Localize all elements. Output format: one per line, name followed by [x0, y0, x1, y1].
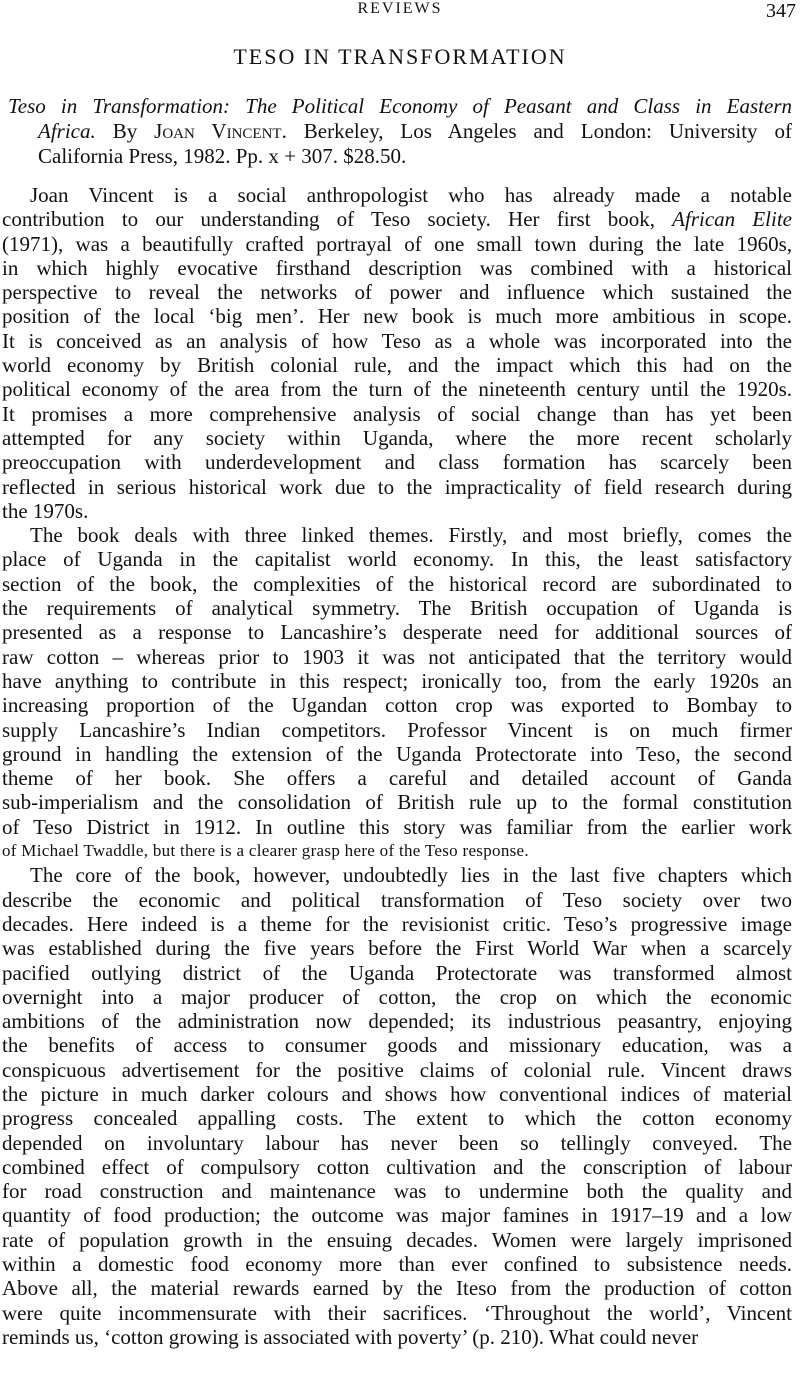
text-line: conspicuous advertisement for the positive claims of colonial rule. Vincent draws	[2, 1057, 792, 1082]
text-line: the requirements of analytical symmetry. The British occupation of Uganda is	[2, 596, 792, 621]
text-line: contribution to our understanding of Teso society. Her first book, African Elite	[2, 207, 792, 232]
text-line: The book deals with three linked themes. Firstly, and most briefly, comes the	[30, 523, 792, 548]
text-line: It promises a more comprehensive analysis of social change than has yet been	[2, 401, 792, 426]
text-line: for road construction and maintenance was to undermine both the quality and	[2, 1179, 792, 1204]
text-line: preoccupation with underdevelopment and class formation has scarcely been	[2, 450, 792, 475]
text-line: ground in handling the extension of the Uganda Protectorate into Teso, the second	[2, 741, 792, 766]
text-line: quantity of food production; the outcome was major famines in 1917–19 and a low	[2, 1203, 792, 1228]
text-line: rate of population growth in the ensuing decades. Women were largely imprisoned	[2, 1227, 792, 1252]
citation-line-1: Teso in Transformation: The Political Economy of Peasant and Class in Eastern	[8, 94, 792, 118]
text-line: sub-imperialism and the consolidation of British rule up to the formal constitution	[2, 790, 792, 815]
paragraph-1	[2, 183, 792, 523]
review-body	[2, 183, 792, 1349]
text-line: Joan Vincent is a social anthropologist who has already made a notable	[30, 183, 792, 207]
text-line: decades. Here indeed is a theme for the revisionist critic. Teso’s progressive image	[2, 911, 792, 936]
text-line: theme of her book. She offers a careful and detailed account of Ganda	[2, 766, 792, 791]
text-line: It is conceived as an analysis of how Teso as a whole was incorporated into the	[2, 328, 792, 353]
text-line: (1971), was a beautifully crafted portrayal of one small town during the late 1960s,	[2, 231, 792, 256]
text-line: the 1970s.	[2, 498, 89, 523]
text-line: raw cotton – whereas prior to 1903 it was not anticipated that the territory would	[2, 644, 792, 669]
text-line: perspective to reveal the networks of power and influence which sustained the	[2, 280, 792, 305]
text-line: Above all, the material rewards earned by the Iteso from the production of cotton	[2, 1276, 792, 1301]
text-line: attempted for any society within Uganda, where the more recent scholarly	[2, 425, 792, 450]
text-line: overnight into a major producer of cotton, the crop on which the economic	[2, 984, 792, 1009]
text-line: position of the local ‘big men’. Her new book is much more ambitious in scope.	[2, 304, 792, 329]
paragraph-2	[2, 523, 792, 863]
text-line: reminds us, ‘cotton growing is associated with poverty’ (p. 210). What could never	[2, 1324, 699, 1349]
text-line: within a domestic food economy more than ever confined to subsistence needs.	[2, 1252, 792, 1277]
text-line: in which highly evocative firsthand description was combined with a historical	[2, 255, 792, 280]
page-number: 347	[766, 0, 796, 22]
text-line: political economy of the area from the turn of the nineteenth century until the 1920s.	[2, 377, 792, 402]
text-line: have anything to contribute in this respect; ironically too, from the early 1920s an	[2, 668, 792, 693]
text-line: progress concealed appalling costs. The extent to which the cotton economy	[2, 1106, 792, 1131]
text-line: was established during the five years before the First World War when a scarcely	[2, 936, 792, 961]
text-line: depended on involuntary labour has never been so tellingly conveyed. The	[2, 1130, 792, 1155]
text-line: the benefits of access to consumer goods and missionary education, was a	[2, 1033, 792, 1058]
text-line: of Teso District in 1912. In outline this story was familiar from the earlier work	[2, 814, 792, 839]
text-line: world economy by British colonial rule, and the impact which this had on the	[2, 353, 792, 378]
text-line: ambitions of the administration now depended; its industrious peasantry, enjoying	[2, 1009, 792, 1034]
running-title: REVIEWS	[357, 0, 443, 17]
paragraph-3	[2, 863, 792, 1349]
book-citation	[8, 94, 792, 169]
citation-line-2: Africa. By Joan Vincent. Berkeley, Los Angeles and London: University of	[38, 119, 792, 143]
text-line: increasing proportion of the Ugandan cotton crop was exported to Bombay to	[2, 693, 792, 718]
text-line: supply Lancashire’s Indian competitors. Professor Vincent is on much firmer	[2, 717, 792, 742]
text-line: pacified outlying district of the Uganda Protectorate was transformed almost	[2, 960, 792, 985]
article-title: TESO IN TRANSFORMATION	[233, 44, 567, 69]
text-line: section of the book, the complexities of the historical record are subordinated to	[2, 571, 792, 596]
text-line: of Michael Twaddle, but there is a clearer grasp here of the Teso response.	[2, 841, 529, 861]
text-line: the picture in much darker colours and shows how conventional indices of material	[2, 1081, 792, 1106]
text-line: presented as a response to Lancashire’s desperate need for additional sources of	[2, 620, 792, 645]
running-head	[0, 0, 800, 22]
text-line: combined effect of compulsory cotton cultivation and the conscription of labour	[2, 1154, 792, 1179]
text-line: describe the economic and political transformation of Teso society over two	[2, 887, 792, 912]
citation-line-3: California Press, 1982. Pp. x + 307. $28.50.	[38, 144, 407, 168]
text-line: The core of the book, however, undoubtedly lies in the last five chapters which	[30, 863, 792, 888]
citation-author: Joan Vincent	[154, 119, 282, 143]
text-line: were quite incommensurate with their sacrifices. ‘Throughout the world’, Vincent	[2, 1300, 792, 1325]
text-line: place of Uganda in the capitalist world economy. In this, the least satisfactory	[2, 547, 792, 572]
text-line: reflected in serious historical work due to the impracticality of field research during	[2, 474, 792, 499]
